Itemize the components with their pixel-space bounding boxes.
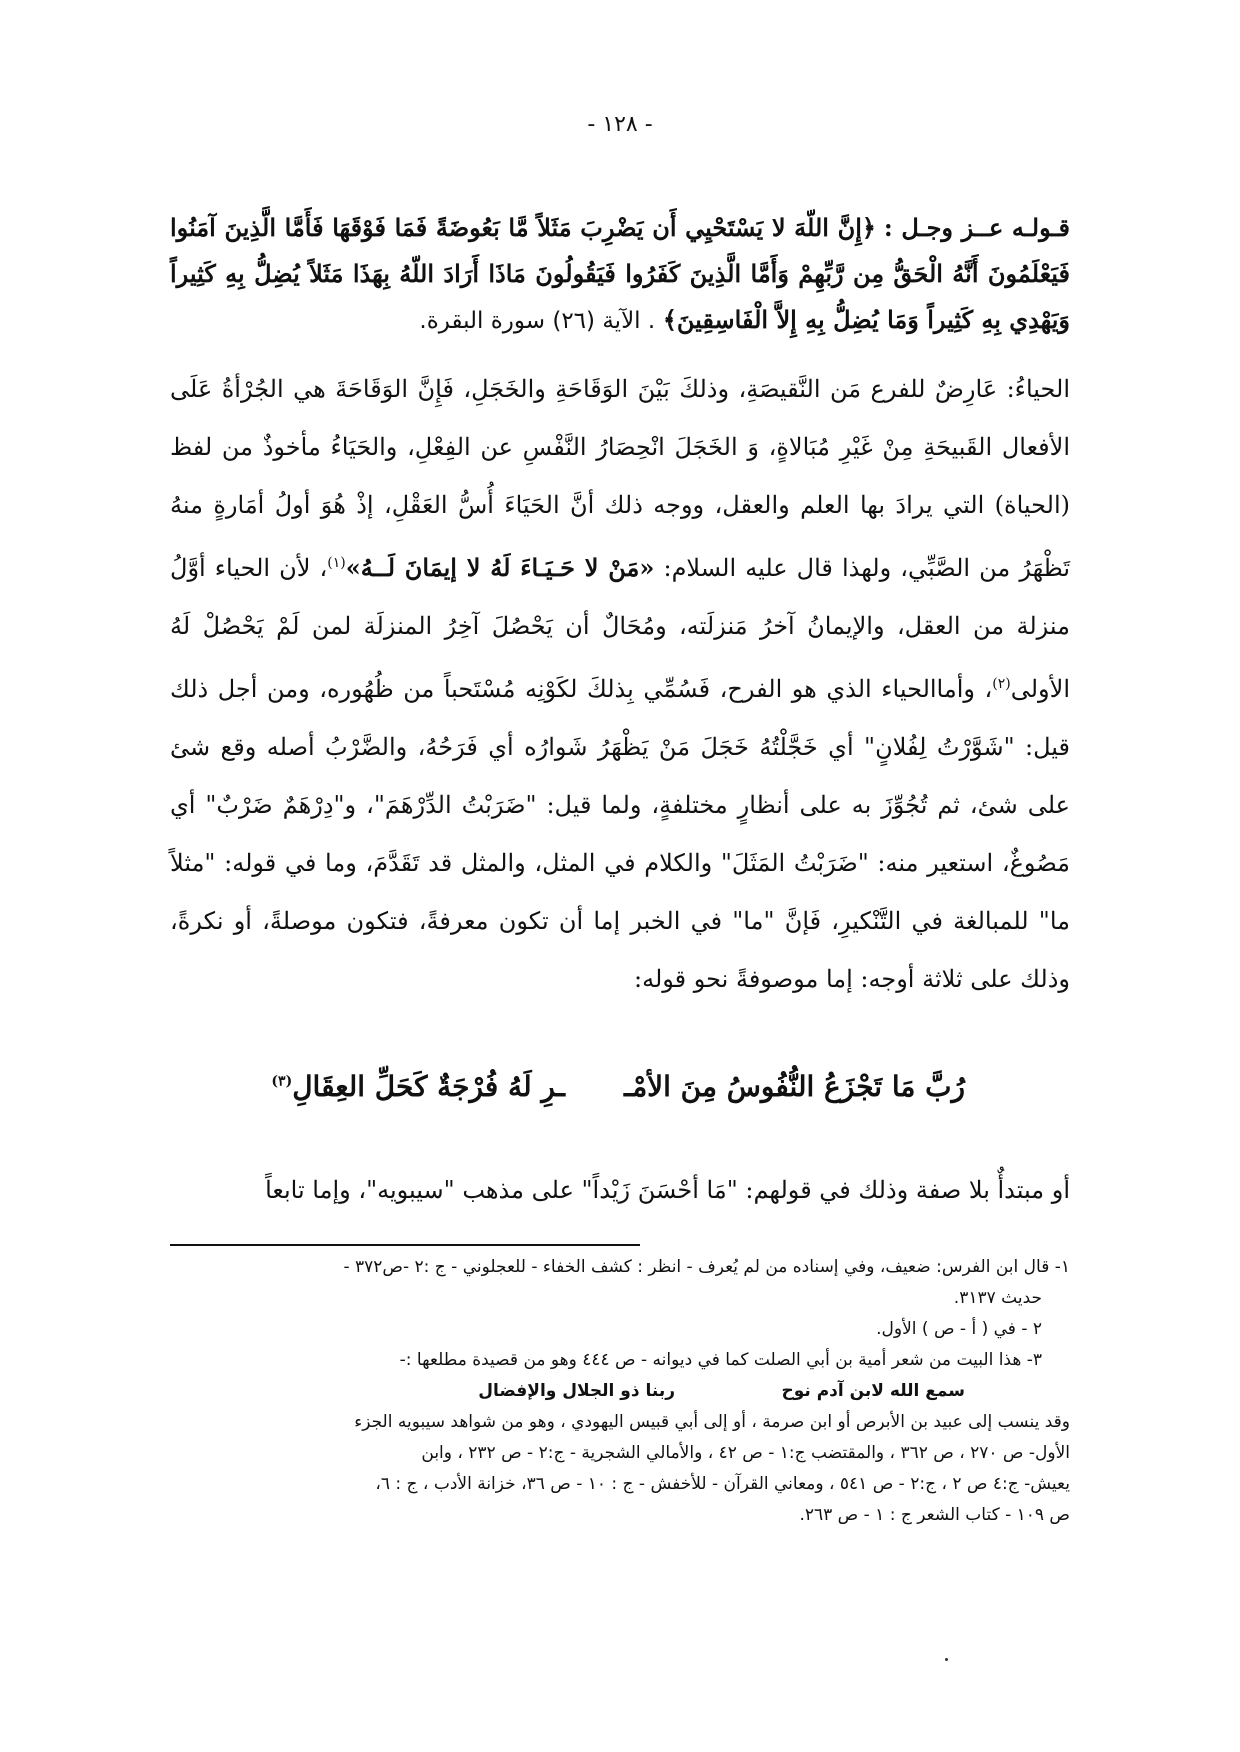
footnote-marker-2: (٢): [992, 676, 1011, 692]
footnote-1-line-1: ١- قال ابن الفرس: ضعيف، وفي إسناده من لم يُعرف - انظر : كشف الخفاء - للعجلوني - ج :٢ -ص٣٧٢ -: [343, 1257, 1070, 1277]
poem-verse: [170, 1060, 1070, 1120]
footnote-3-poem: [170, 1376, 1070, 1407]
footnotes: [170, 1252, 1070, 1531]
verse-intro: قـولـه عــز وجـل :: [883, 213, 1071, 242]
footnote-3-line-4: الأول- ص ٢٧٠ ، ص ٣٦٢ ، والمقتضب ج:١ - ص ٤٢ ، والأمالي الشجرية - ج:٢ - ص ٢٣٢ ، وابن: [421, 1443, 1070, 1463]
footnote-marker-3: (٣): [271, 1073, 293, 1090]
footnote-1-line-2: حديث ٣١٣٧.: [953, 1288, 1042, 1308]
footnote-3-line-6: ص ١٠٩ - كتاب الشعر ج : ١ - ص ٢٦٣.: [799, 1505, 1070, 1525]
continuation-line: أو مبتدأٌ بلا صفة وذلك في قولهم: "مَا أحْسَنَ زَيْداً" على مذهب "سيبويه"، وإما تابعاً: [265, 1176, 1070, 1204]
scan-speck: [945, 1658, 948, 1661]
paragraph-part-2: ، لأن الحياء أوَّلُ منزلة من العقل، والإيمانُ آخرُ مَنزلَته، ومُحَالٌ أن يَحْصُلَ آخِرُ المنزلَة لمن لَمْ يَحْصُلْ لَهُ الأولى: [170, 554, 1070, 703]
footnote-3-line-3: وقد ينسب إلى عبيد بن الأبرص أو ابن صرمة ، أو إلى أبي قبيس اليهودي ، وهو من شواهد سيبويه الجزء: [354, 1412, 1070, 1432]
footnote-2: ٢ - في ( أ - ص ) الأول.: [876, 1319, 1042, 1339]
paragraph-part-3: ، وأماالحياء الذي هو الفرح، فَسُمِّي بِذلكَ لكَوْنِه مُسْتَحباً من ظُهُوره، ومن أجل ذلك قيل: "شَوَّرْتُ لِفُلانٍ" أي خَجَّلْتُهُ خَجَلَ مَنْ يَظْهَرُ شَوارُه أي فَرَحُهُ، والضَّرْبُ أصله وقع شئ على شئ، ثم تُجُوِّزَ به على أنظارٍ مختلفةٍ، ولما قيل: "ضَرَبْتُ الدِّرْهَمَ"، و"دِرْهَمٌ ضَرْبٌ" أي مَصُوغٌ، استعير منه: "ضَرَبْتُ المَثَلَ" والكلام في المثل، والمثل قد تَقَدَّمَ، وما في قوله: "مثلاً ما" للمبالغة في التَّنْكيرِ، فَإنَّ "ما" في الخبر إما أن تكون معرفةً، فتكون موصلةً، أو نكرةً، وذلك على ثلاثة أوجه: إما موصوفةً نحو قوله:: [170, 675, 1070, 993]
verse-reference: . الآية (٢٦) سورة البقرة.: [419, 308, 656, 334]
verse-text: ﴿إِنَّ اللّهَ لا يَسْتَحْيِي أَن يَضْرِبَ مَثَلاً مَّا بَعُوضَةً فَمَا فَوْقَهَا فَأَمَّا الَّذِينَ آمَنُوا فَيَعْلَمُونَ أَنَّهُ الْحَقُّ مِن رَّبِّهِمْ وَأَمَّا الَّذِينَ كَفَرُوا فَيَقُولُونَ مَاذَا أَرَادَ اللّهُ بِهَذَا مَثَلاً يُضِلُّ بِهِ كَثِيراً وَيَهْدِي بِهِ كَثِيراً وَمَا يُضِلُّ بِهِ إِلاَّ الْفَاسِقِينَ﴾: [170, 213, 1070, 334]
page-number: - ١٢٨ -: [587, 112, 653, 137]
footnote-3-line-5: يعيش- ج:٤ ص ٢ ، ج:٢ - ص ٥٤١ ، ومعاني القرآن - للأخفش - ج : ١٠ - ص ٣٦، خزانة الأدب ، ج : ٦،: [375, 1474, 1070, 1494]
main-paragraph: [170, 360, 1070, 1008]
paragraph-part-1: الحياءُ: عَارِضٌ للفرع مَن النَّقيصَةِ، وذلكَ بَيْنَ الوَقَاحَةِ والخَجَلِ، فَإِنَّ الوَقَاحَةَ هي الجُرْأةُ عَلَى الأفعال القَبيحَةِ مِنْ غَيْرِ مُبَالاةٍ، وَ الخَجَلَ انْحِصَارُ النَّفْسِ عن الفِعْلِ، والحَيَاءُ مأخوذٌ من لفظ (الحياة) التي يرادَ بها العلم والعقل، ووجه ذلك أنَّ الحَيَاءَ أُسُّ العَقْلِ، إذْ هُوَ أولُ أمَارةٍ منهُ تَظْهَرُ من الصَّبِّي، ولهذا قال عليه السلام:: [170, 375, 1071, 582]
footnote-marker-1: (١): [327, 555, 346, 571]
footnote-3-line-1: ٣- هذا البيت من شعر أمية بن أبي الصلت كما في ديوانه - ص ٤٤٤ وهو من قصيدة مطلعها :-: [399, 1350, 1042, 1370]
footnote-3-poem-second: ربنا ذو الجلال والإفضال: [478, 1381, 675, 1401]
poem-second-hemistich: [271, 1070, 565, 1103]
quran-verse-block: [170, 205, 1070, 344]
footnote-3-poem-first: سمع الله لابن آدم نوح: [781, 1381, 965, 1401]
poem-first-hemistich: رُبَّ مَا تَجْزَعُ النُّفُوسُ مِنَ الأمْـ: [623, 1070, 965, 1103]
poem-second-hemistich-text: ـرِ لَهُ فُرْجَةٌ كَحَلِّ العِقَالِ: [292, 1070, 565, 1103]
hadith-quote: «مَنْ لا حَـيَـاءَ لَهُ لا إيمَانَ لَــهُ»: [345, 553, 655, 582]
footnote-divider: [170, 1244, 640, 1246]
